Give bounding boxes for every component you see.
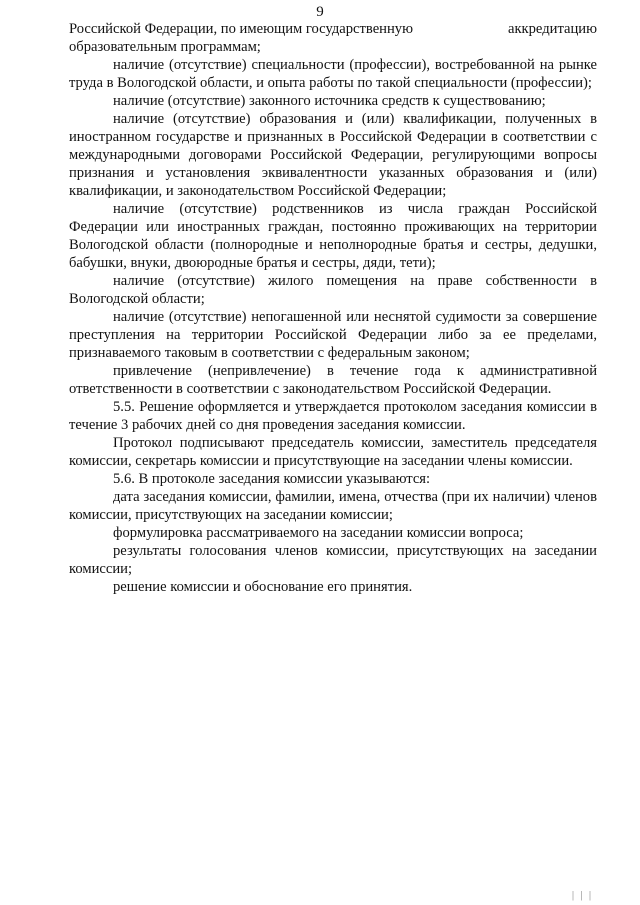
paragraph-income-source: наличие (отсутствие) законного источника средств к существованию;: [113, 93, 546, 109]
paragraph-meeting-date-members: дата заседания комиссии, фамилии, имена, отчества (при их наличии) членов комиссии, присутствующих на заседании комиссии;: [69, 489, 597, 523]
document-continuation-line: образовательным программам;: [69, 39, 261, 55]
paragraph-specialty: наличие (отсутствие) специальности (профессии), востребованной на рынке труда в Вологодской области, и опыта работы по такой специальности (профессии);: [69, 57, 597, 91]
paragraph-criminal-record: наличие (отсутствие) непогашенной или неснятой судимости за совершение преступления на территории Российской Федерации либо за ее пределами, признаваемого таковым в соответствии с федеральным законом;: [69, 309, 597, 361]
paragraph-relatives: наличие (отсутствие) родственников из числа граждан Российской Федерации или иностранных граждан, постоянно проживающих на территории Вологодской области (полнородные и неполнородные братья и сестры, дедушки, бабушки, внуки, двоюродные братья и сестры, дяди, тети);: [69, 201, 597, 271]
scan-footer-mark: | | |: [572, 890, 594, 901]
document-first-line: [69, 20, 597, 38]
paragraph-question-wording: формулировка рассматриваемого на заседании комиссии вопроса;: [113, 525, 524, 541]
paragraph-voting-results: результаты голосования членов комиссии, присутствующих на заседании комиссии;: [69, 543, 597, 577]
paragraph-housing: наличие (отсутствие) жилого помещения на праве собственности в Вологодской области;: [69, 273, 597, 307]
paragraph-protocol-signers: Протокол подписывают председатель комиссии, заместитель председателя комиссии, секретарь комиссии и присутствующие на заседании члены комиссии.: [69, 435, 597, 469]
paragraph-protocol-contents-5-6: 5.6. В протоколе заседания комиссии указываются:: [113, 471, 431, 487]
first-line-right-text: аккредитацию: [507, 21, 597, 37]
paragraph-administrative-liability: привлечение (непривлечение) в течение года к административной ответственности в соответствии с законодательством Российской Федерации.: [69, 363, 597, 397]
paragraph-foreign-education: наличие (отсутствие) образования и (или) квалификации, полученных в иностранном государстве и признанных в Российской Федерации в соответствии с международными договорами Российской Федерации, регулирующими вопросы признания и установления эквивалентности указанных образования и (или) квалификации, и законодательством Российской Федерации;: [69, 111, 597, 199]
paragraph-decision-justification: решение комиссии и обоснование его принятия.: [113, 579, 413, 595]
paragraph-decision-5-5: 5.5. Решение оформляется и утверждается протоколом заседания комиссии в течение 3 рабочих дней со дня проведения заседания комиссии.: [69, 399, 597, 433]
document-body: [69, 20, 597, 596]
first-line-left-text: Российской Федерации, по имеющим государственную: [69, 21, 413, 37]
page-number: 9: [316, 4, 324, 20]
